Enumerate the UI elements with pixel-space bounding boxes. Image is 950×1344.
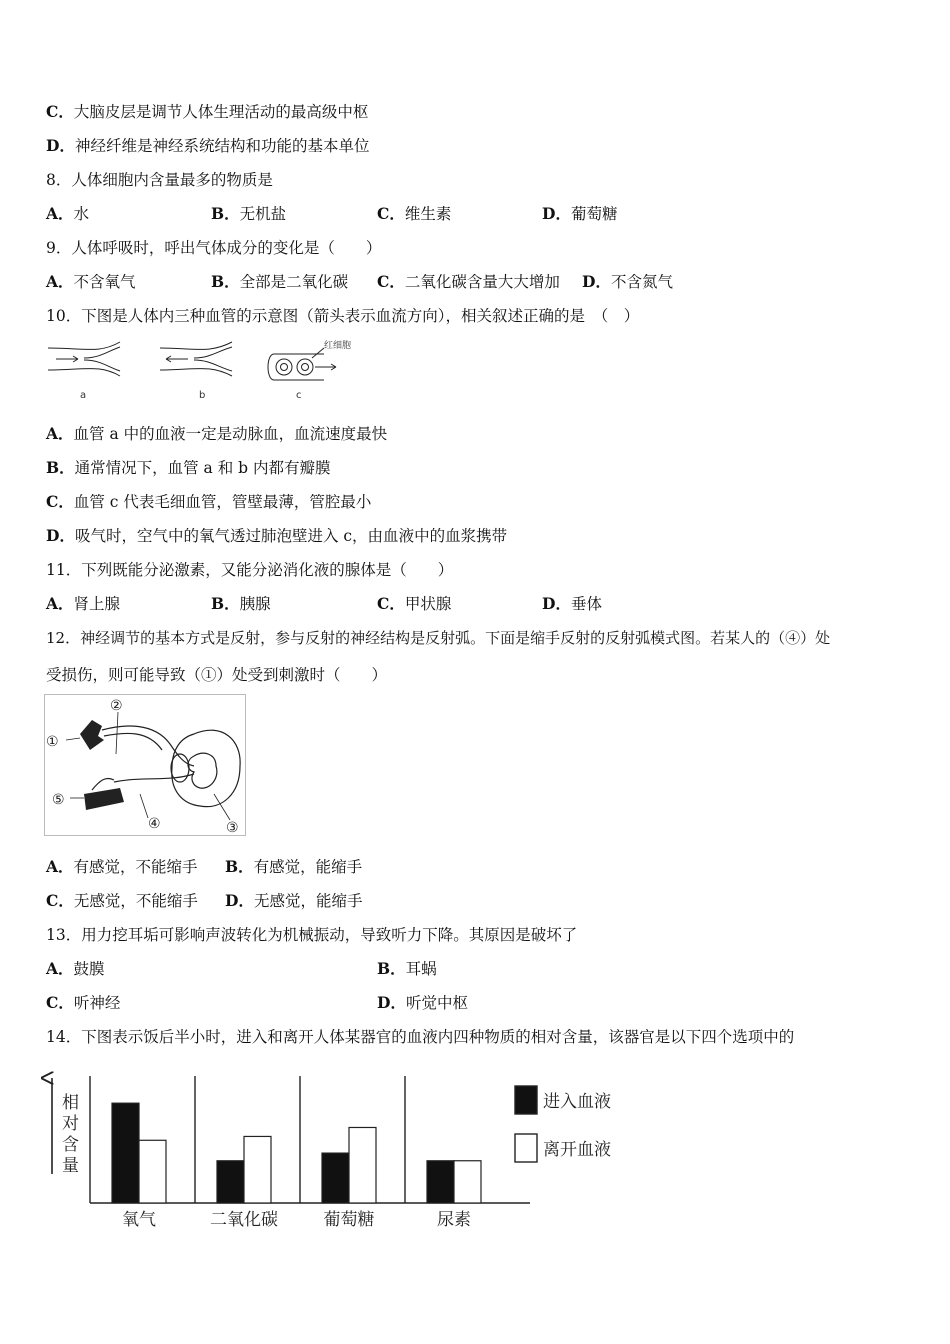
spinal-cord xyxy=(171,730,240,806)
option-letter: B． xyxy=(377,959,406,978)
option-text: 大脑皮层是调节人体生理活动的最高级中枢 xyxy=(73,103,369,121)
q13-option-c xyxy=(46,993,120,1013)
q13-option-b xyxy=(377,959,437,979)
q11-option-a xyxy=(46,594,120,614)
option-letter: B． xyxy=(46,458,75,477)
option-letter: B． xyxy=(211,272,240,291)
option-text: 血管 c 代表毛细血管，管壁最薄，管腔最小 xyxy=(73,493,372,511)
y-label-char: 对 xyxy=(62,1114,79,1134)
q11-option-c xyxy=(377,594,451,614)
q10-option-b xyxy=(46,458,330,478)
q11-stem: 11．下列既能分泌激素，又能分泌消化液的腺体是（ ） xyxy=(46,561,454,579)
bar-leaving xyxy=(349,1127,376,1203)
option-text: 耳蜗 xyxy=(405,960,437,978)
blood-substance-chart xyxy=(40,1066,640,1236)
reflex-arc-figure xyxy=(44,694,246,836)
option-text: 不含氮气 xyxy=(610,273,673,291)
vessel-b xyxy=(160,342,232,376)
option-text: 听觉中枢 xyxy=(405,994,468,1012)
q13-stem: 13．用力挖耳垢可影响声波转化为机械振动，导致听力下降。其原因是破坏了 xyxy=(46,926,578,944)
label-2: ② xyxy=(110,698,123,714)
option-text: 吸气时，空气中的氧气透过肺泡壁进入 c，由血液中的血浆携带 xyxy=(74,527,508,545)
legend-label: 离开血液 xyxy=(543,1140,611,1160)
vessel-b-label: b xyxy=(199,390,206,401)
option-letter: C． xyxy=(46,891,74,910)
q14-stem: 14．下图表示饭后半小时，进入和离开人体某器官的血液内四种物质的相对含量，该器官是以下四个选项中的 xyxy=(46,1028,795,1046)
q10-option-d xyxy=(46,526,507,546)
label-3: ③ xyxy=(226,820,239,836)
option-letter: A． xyxy=(46,857,74,876)
option-text: 不含氧气 xyxy=(73,273,136,291)
option-text: 鼓膜 xyxy=(73,960,105,978)
y-axis-label xyxy=(62,1093,79,1176)
option-text: 通常情况下，血管 a 和 b 内都有瓣膜 xyxy=(74,459,331,477)
option-text: 胰腺 xyxy=(239,595,271,613)
option-text: 神经纤维是神经系统结构和功能的基本单位 xyxy=(74,137,370,155)
blood-vessel-figure xyxy=(44,336,354,404)
option-text: 水 xyxy=(73,205,90,223)
option-letter: C． xyxy=(377,594,405,613)
bar-leaving xyxy=(454,1161,481,1203)
option-text: 葡萄糖 xyxy=(570,205,618,223)
legend-swatch xyxy=(515,1134,537,1162)
receptor-hand xyxy=(80,720,104,750)
q7-option-d xyxy=(46,136,369,156)
vessel-a xyxy=(48,342,120,376)
q9-option-d xyxy=(582,272,673,292)
q10-option-c xyxy=(46,492,371,512)
option-text: 血管 a 中的血液一定是动脉血，血流速度最快 xyxy=(73,425,388,443)
q8-option-b xyxy=(211,204,286,224)
q12-option-b xyxy=(225,857,362,877)
q11-option-b xyxy=(211,594,271,614)
q8-stem: 8．人体细胞内含量最多的物质是 xyxy=(46,171,273,189)
legend-swatch xyxy=(515,1086,537,1114)
label-1: ① xyxy=(46,734,59,750)
option-letter: D． xyxy=(225,891,254,910)
effector-muscle xyxy=(84,788,124,810)
option-letter: B． xyxy=(225,857,254,876)
bar-entering xyxy=(112,1103,139,1203)
category-labels xyxy=(122,1210,471,1230)
q9-option-b xyxy=(211,272,348,292)
q9-option-a xyxy=(46,272,136,292)
option-letter: C． xyxy=(377,204,405,223)
option-letter: C． xyxy=(46,993,74,1012)
vessel-c-label: c xyxy=(296,390,302,401)
label-4: ④ xyxy=(148,816,161,832)
option-letter: A． xyxy=(46,959,74,978)
option-letter: B． xyxy=(211,204,240,223)
y-label-char: 含 xyxy=(62,1135,79,1155)
option-text: 无机盐 xyxy=(239,205,287,223)
option-text: 无感觉，不能缩手 xyxy=(73,892,198,910)
option-letter: B． xyxy=(211,594,240,613)
category-label: 尿素 xyxy=(437,1210,471,1230)
option-letter: D． xyxy=(46,136,75,155)
q12-option-d xyxy=(225,891,362,911)
bar-entering xyxy=(217,1161,244,1203)
option-letter: A． xyxy=(46,594,74,613)
bars xyxy=(90,1076,530,1203)
option-text: 甲状腺 xyxy=(404,595,452,613)
nerve-pathway xyxy=(92,726,194,790)
option-letter: D． xyxy=(542,204,571,223)
q12-option-a xyxy=(46,857,198,877)
category-label: 葡萄糖 xyxy=(323,1210,375,1230)
q9-stem: 9．人体呼吸时，呼出气体成分的变化是（ ） xyxy=(46,239,382,257)
option-letter: A． xyxy=(46,424,74,443)
option-text: 垂体 xyxy=(570,595,602,613)
option-letter: C． xyxy=(377,272,405,291)
vessel-a-label: a xyxy=(80,390,87,401)
red-blood-cell-label: 红细胞 xyxy=(324,341,352,351)
q8-option-a xyxy=(46,204,89,224)
option-text: 听神经 xyxy=(73,994,121,1012)
option-text: 有感觉，能缩手 xyxy=(253,858,363,876)
vessel-c xyxy=(268,348,336,380)
q10-option-a xyxy=(46,424,387,444)
bar-entering xyxy=(427,1161,454,1203)
option-letter: C． xyxy=(46,102,74,121)
bar-leaving xyxy=(139,1140,166,1203)
option-text: 维生素 xyxy=(404,205,452,223)
label-5: ⑤ xyxy=(52,792,65,808)
q8-option-d xyxy=(542,204,617,224)
q9-option-c xyxy=(377,272,560,292)
bar-entering xyxy=(322,1153,349,1203)
option-letter: A． xyxy=(46,272,74,291)
option-text: 无感觉，能缩手 xyxy=(253,892,363,910)
option-letter: A． xyxy=(46,204,74,223)
legend-label: 进入血液 xyxy=(543,1092,611,1112)
option-letter: D． xyxy=(582,272,611,291)
q10-stem: 10．下图是人体内三种血管的示意图（箭头表示血流方向），相关叙述正确的是 （ ） xyxy=(46,307,640,325)
q7-option-c xyxy=(46,102,368,122)
option-letter: D． xyxy=(46,526,75,545)
option-text: 有感觉，不能缩手 xyxy=(73,858,198,876)
q12-stem-line1: 12．神经调节的基本方式是反射，参与反射的神经结构是反射弧。下面是缩手反射的反射弧模式图。若某人的（④）处 xyxy=(46,629,831,647)
legend xyxy=(515,1086,611,1162)
category-label: 二氧化碳 xyxy=(210,1210,278,1230)
option-letter: D． xyxy=(377,993,406,1012)
category-label: 氧气 xyxy=(122,1210,156,1230)
q12-option-c xyxy=(46,891,198,911)
option-text: 二氧化碳含量大大增加 xyxy=(404,273,560,291)
option-letter: C． xyxy=(46,492,74,511)
y-label-char: 量 xyxy=(62,1156,79,1176)
q13-option-a xyxy=(46,959,105,979)
option-text: 全部是二氧化碳 xyxy=(239,273,349,291)
bar-leaving xyxy=(244,1136,271,1203)
q11-option-d xyxy=(542,594,602,614)
option-text: 肾上腺 xyxy=(73,595,121,613)
q13-option-d xyxy=(377,993,468,1013)
q8-option-c xyxy=(377,204,451,224)
option-letter: D． xyxy=(542,594,571,613)
y-label-char: 相 xyxy=(62,1093,79,1113)
q12-stem-line2: 受损伤，则可能导致（①）处受到刺激时（ ） xyxy=(46,666,388,684)
